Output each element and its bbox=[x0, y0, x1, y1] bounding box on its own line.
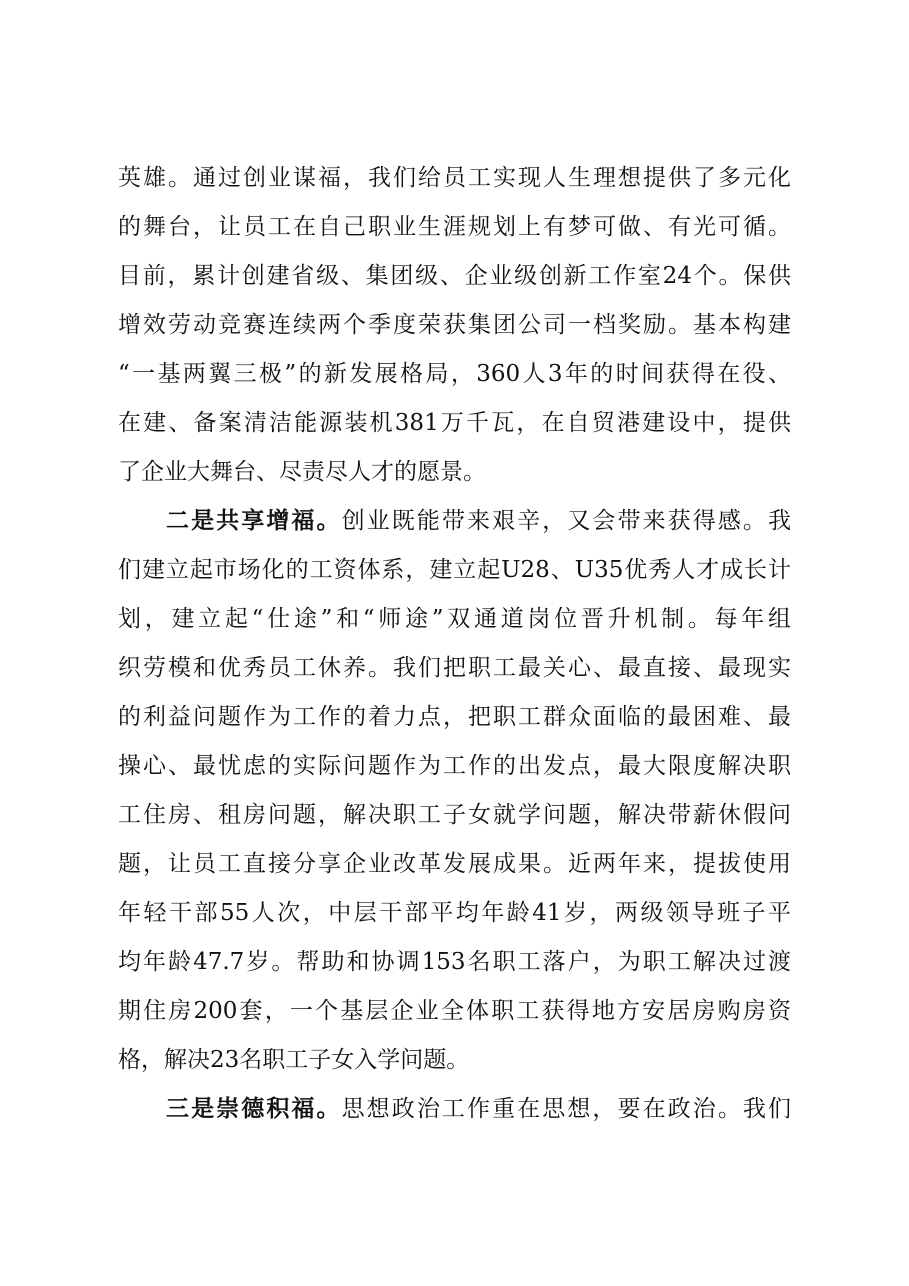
body-line: 操心、最忧虑的实际问题作为工作的出发点，最大限度解决职 bbox=[118, 753, 791, 779]
paragraph-heading: 二是共享增福。 bbox=[166, 508, 342, 534]
body-line: “一基两翼三极”的新发展格局，360人3年的时间获得在役、 bbox=[118, 361, 791, 387]
body-line: 年轻干部55人次，中层干部平均年龄41岁，两级领导班子平 bbox=[118, 900, 791, 926]
body-line: 在建、备案清洁能源装机381万千瓦，在自贸港建设中，提供 bbox=[118, 410, 791, 436]
body-text: 思想政治工作重在思想，要在政治。我们 bbox=[341, 1096, 792, 1122]
paragraph-first-line bbox=[166, 506, 791, 536]
body-line: 英雄。通过创业谋福，我们给员工实现人生理想提供了多元化 bbox=[118, 165, 791, 191]
body-line: 格，解决23名职工子女入学问题。 bbox=[118, 1047, 470, 1073]
body-line: 们建立起市场化的工资体系，建立起U28、U35优秀人才成长计 bbox=[118, 557, 791, 583]
body-line: 题，让员工直接分享企业改革发展成果。近两年来，提拔使用 bbox=[118, 851, 791, 877]
body-line: 均年龄47.7岁。帮助和协调153名职工落户，为职工解决过渡 bbox=[118, 949, 791, 975]
body-line: 的舞台，让员工在自己职业生涯规划上有梦可做、有光可循。 bbox=[118, 214, 791, 240]
paragraph-first-line bbox=[166, 1094, 791, 1124]
body-line: 工住房、租房问题，解决职工子女就学问题，解决带薪休假问 bbox=[118, 802, 791, 828]
body-line: 目前，累计创建省级、集团级、企业级创新工作室24个。保供 bbox=[118, 263, 791, 289]
body-line: 划，建立起“仕途”和“师途”双通道岗位晋升机制。每年组 bbox=[118, 606, 791, 632]
body-line: 了企业大舞台、尽责尽人才的愿景。 bbox=[118, 459, 486, 485]
body-line: 织劳模和优秀员工休养。我们把职工最关心、最直接、最现实 bbox=[118, 655, 791, 681]
body-text: 创业既能带来艰辛，又会带来获得感。我 bbox=[341, 508, 792, 534]
body-line: 期住房200套，一个基层企业全体职工获得地方安居房购房资 bbox=[118, 998, 791, 1024]
paragraph-heading: 三是崇德积福。 bbox=[166, 1096, 342, 1122]
body-line: 增效劳动竞赛连续两个季度荣获集团公司一档奖励。基本构建 bbox=[118, 312, 791, 338]
body-line: 的利益问题作为工作的着力点，把职工群众面临的最困难、最 bbox=[118, 704, 791, 730]
